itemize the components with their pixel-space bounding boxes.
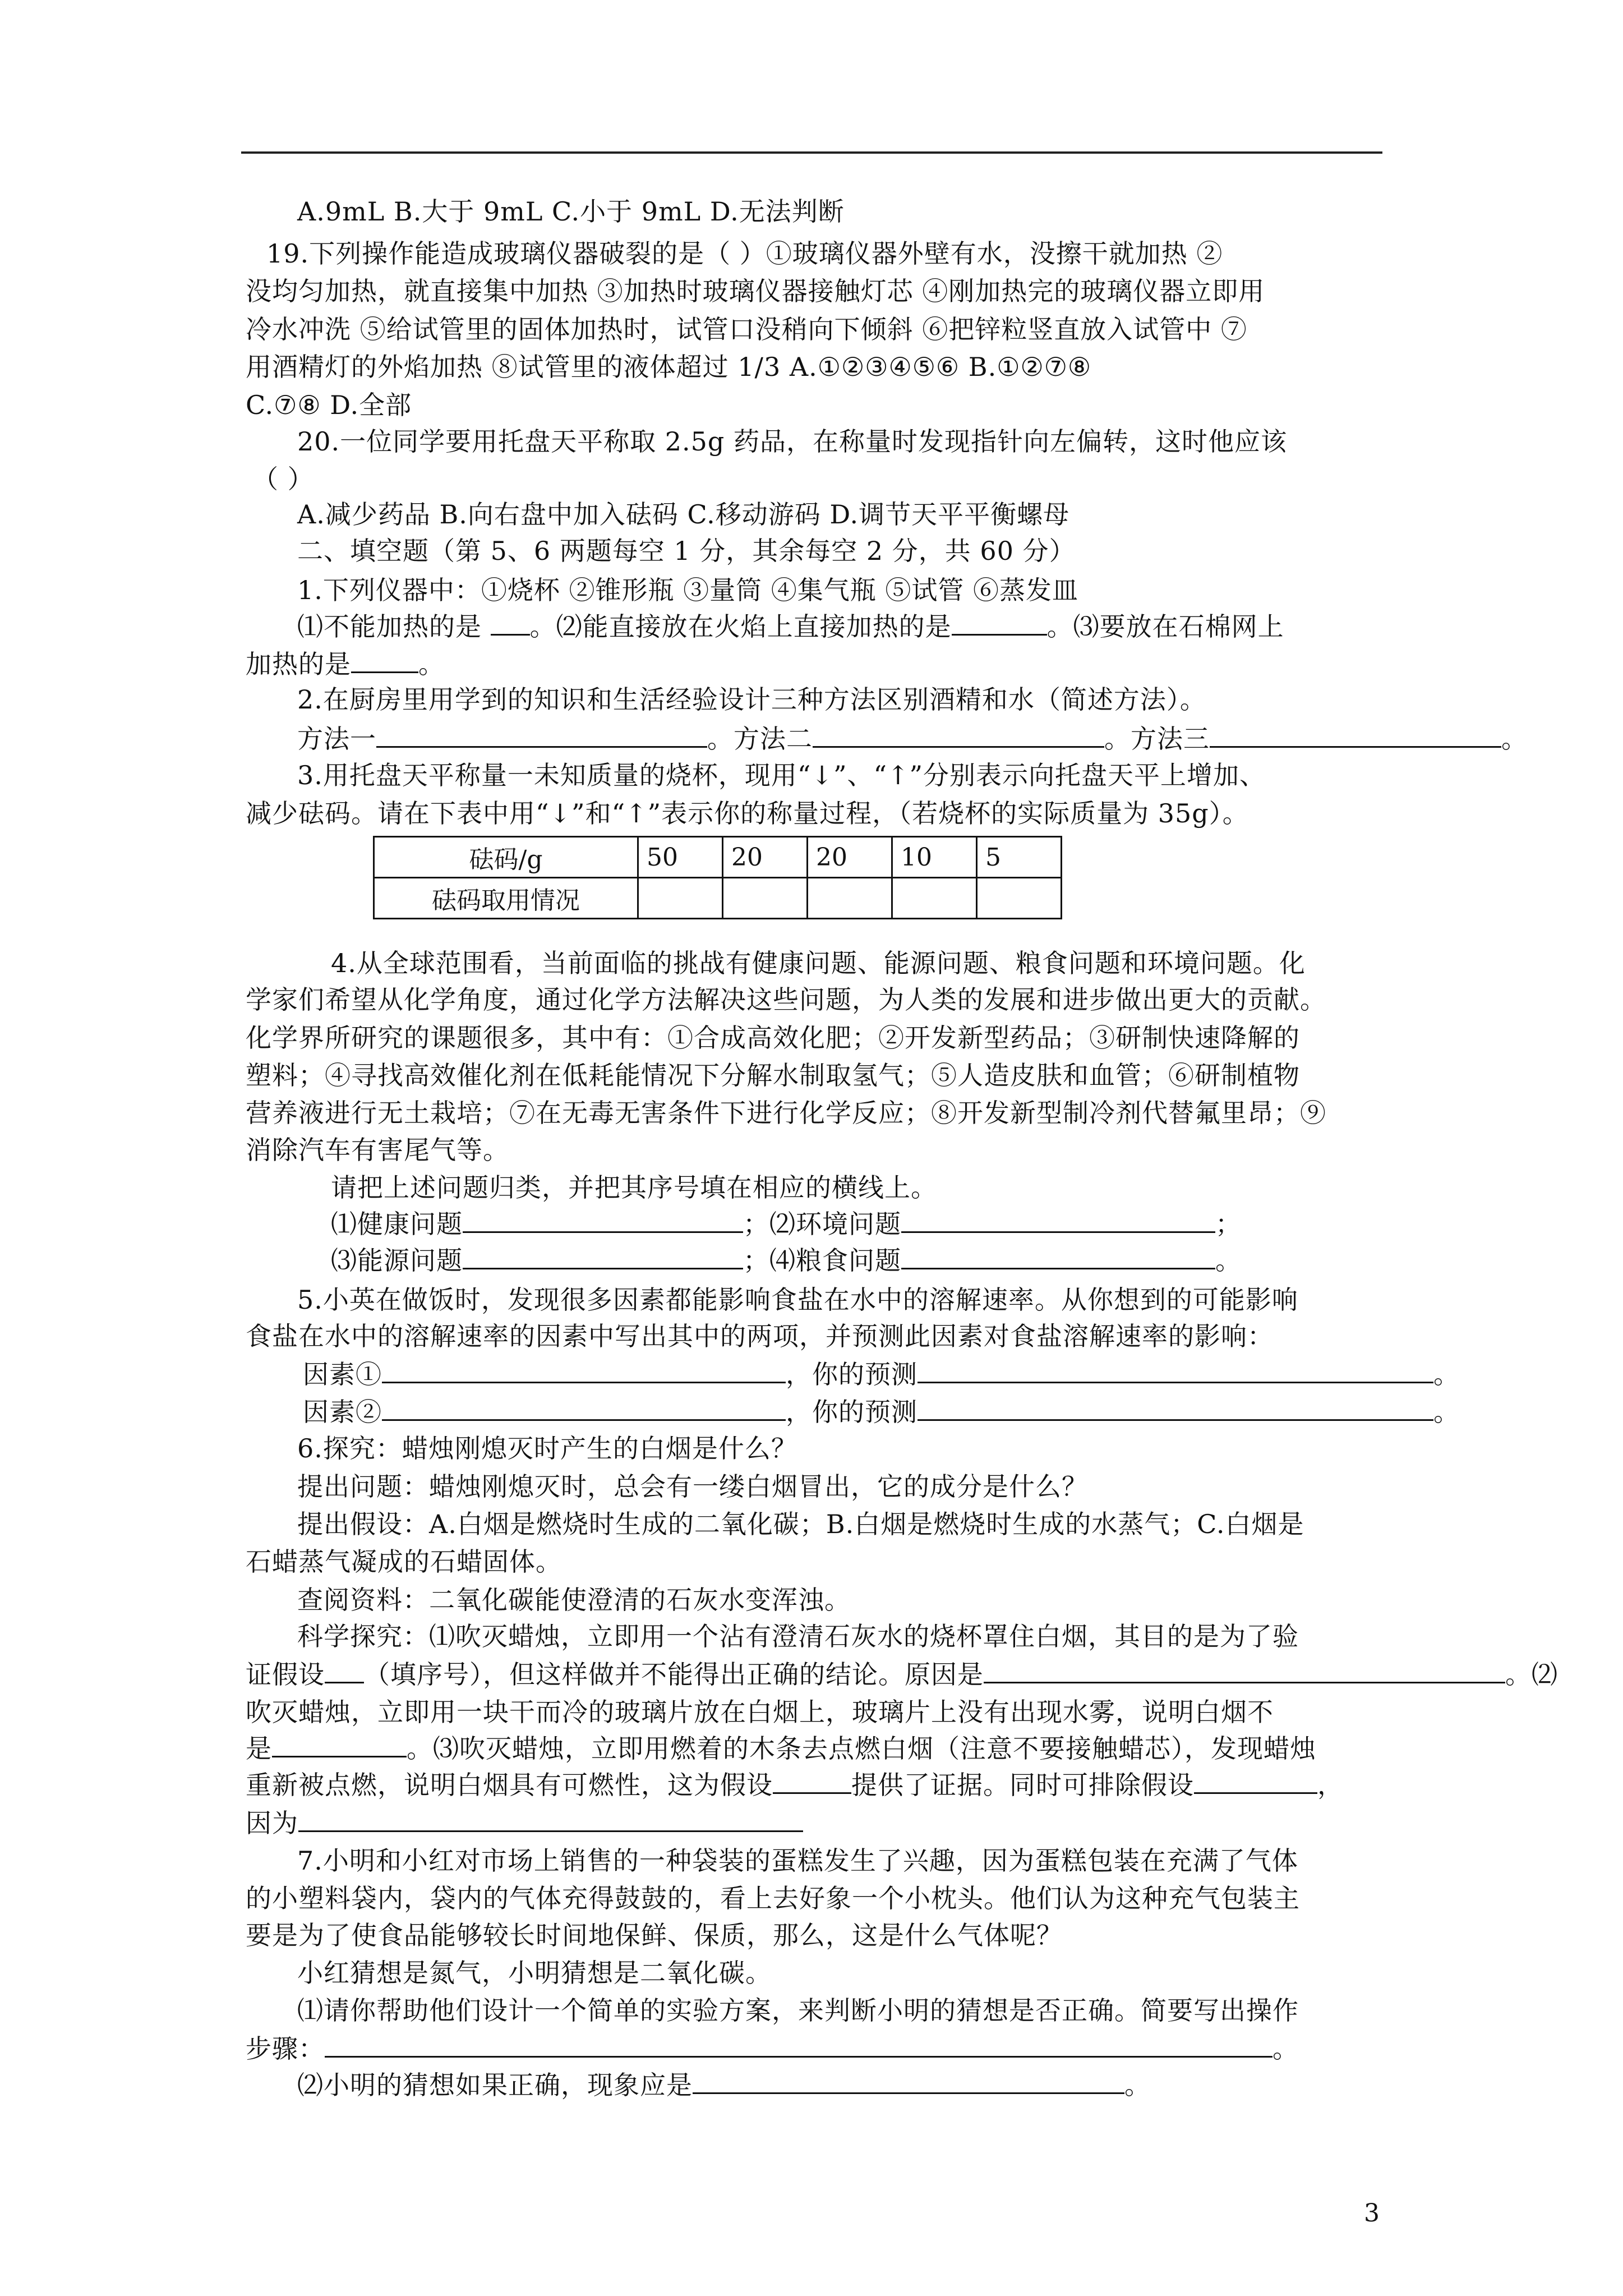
q20-line: （ ） <box>252 464 314 494</box>
fill6-reference: 查阅资料：二氧化碳能使澄清的石灰水变浑浊。 <box>297 1585 851 1615</box>
fill6-step: 重新被点燃，说明白烟具有可燃性，这为假设 提供了证据。同时可排除假设 ， <box>246 1767 1344 1803</box>
answer-cell[interactable] <box>638 878 723 919</box>
fill2-methods: 方法一 。方法二 。方法三 。 <box>297 721 1528 757</box>
answer-cell[interactable] <box>808 878 892 919</box>
answer-blank[interactable] <box>298 1806 803 1832</box>
answer-blank[interactable] <box>325 2031 1272 2058</box>
q19-line: 冷水冲洗 ⑤给试管里的固体加热时，试管口没稍向下倾斜 ⑥把锌粒竖直放入试管中 ⑦ <box>246 314 1247 344</box>
answer-cell[interactable] <box>977 878 1062 919</box>
fill6-step: 证假设 （填序号），但这样做并不能得出正确的结论。原因是 。⑵ <box>246 1657 1558 1692</box>
answer-blank[interactable] <box>376 721 707 748</box>
answer-blank[interactable] <box>917 1357 1433 1383</box>
weight-cell: 10 <box>892 837 977 878</box>
answer-cell[interactable] <box>892 878 977 919</box>
page-number: 3 <box>1364 2199 1380 2228</box>
answer-blank[interactable] <box>1194 1768 1317 1794</box>
answer-blank[interactable] <box>463 1243 743 1269</box>
fill2-stem: 2.在厨房里用学到的知识和生活经验设计三种方法区别酒精和水（简述方法）。 <box>297 684 1206 715</box>
fill6-step: 是 。⑶吹灭蜡烛，立即用燃着的木条去点燃白烟（注意不要接触蜡芯），发现蜡烛 <box>246 1731 1316 1766</box>
fill7-guess: 小红猜想是氮气，小明猜想是二氧化碳。 <box>297 1958 772 1988</box>
fill3-line: 减少砝码。请在下表中用“↓”和“↑”表示你的称量过程，（若烧杯的实际质量为 35g）。 <box>246 798 1249 829</box>
fill6-step: 科学探究：⑴吹灭蜡烛，立即用一个沾有澄清石灰水的烧杯罩住白烟，其目的是为了验 <box>297 1621 1299 1651</box>
fill4-answers: ⑶能源问题 ；⑷粮食问题 。 <box>331 1243 1242 1278</box>
q19-line: C.⑦⑧ D.全部 <box>246 390 412 420</box>
fill4-line: 塑料；④寻找高效催化剂在低耗能情况下分解水制取氢气；⑤人造皮肤和血管；⑥研制植物 <box>246 1060 1300 1091</box>
answer-blank[interactable] <box>491 609 530 636</box>
fill4-line: 消除汽车有害尾气等。 <box>246 1135 509 1165</box>
fill7-part2: ⑵小明的猜想如果正确，现象应是 。 <box>297 2067 1151 2103</box>
fill6-hypothesis: 提出假设：A.白烟是燃烧时生成的二氧化碳；B.白烟是燃烧时生成的水蒸气；C.白烟是 <box>297 1509 1304 1539</box>
fill6-question: 提出问题：蜡烛刚熄灭时，总会有一缕白烟冒出，它的成分是什么？ <box>297 1471 1088 1502</box>
answer-cell[interactable] <box>723 878 808 919</box>
fill7-part1: ⑴请你帮助他们设计一个简单的实验方案，来判断小明的猜想是否正确。简要写出操作 <box>297 1995 1299 2026</box>
answer-blank[interactable] <box>382 1395 786 1421</box>
q19-line: 没均匀加热，就直接集中加热 ③加热时玻璃仪器接触灯芯 ④刚加热完的玻璃仪器立即用 <box>246 276 1265 306</box>
weight-cell: 20 <box>808 837 892 878</box>
weight-table <box>373 836 1062 919</box>
answer-blank[interactable] <box>984 1657 1505 1683</box>
answer-blank[interactable] <box>813 721 1104 748</box>
answer-blank[interactable] <box>463 1207 743 1233</box>
weight-cell: 5 <box>977 837 1062 878</box>
answer-blank[interactable] <box>325 1657 364 1683</box>
answer-blank[interactable] <box>1210 721 1501 748</box>
q20-options: A.减少药品 B.向右盘中加入砝码 C.移动游码 D.调节天平平衡螺母 <box>297 499 1070 530</box>
fill4-line: 化学界所研究的课题很多，其中有：①合成高效化肥；②开发新型药品；③研制快速降解的 <box>246 1023 1300 1053</box>
weight-cell: 20 <box>723 837 808 878</box>
answer-blank[interactable] <box>917 1395 1433 1421</box>
fill4-instruction: 请把上述问题归类，并把其序号填在相应的横线上。 <box>331 1172 937 1203</box>
answer-blank[interactable] <box>901 1243 1215 1269</box>
table-row-label: 砝码取用情况 <box>374 878 638 919</box>
answer-blank[interactable] <box>901 1207 1215 1233</box>
table-header-cell: 砝码/g <box>374 837 638 878</box>
fill5-line: 5.小英在做饭时，发现很多因素都能影响食盐在水中的溶解速率。从你想到的可能影响 <box>297 1285 1298 1315</box>
answer-blank[interactable] <box>272 1731 407 1757</box>
q19-line: 用酒精灯的外焰加热 ⑧试管里的液体超过 1/3 A.①②③④⑤⑥ B.①②⑦⑧ <box>246 352 1092 382</box>
fill1-answers-cont: 加热的是 。 <box>246 646 445 682</box>
fill5-factor: 因素② ，你的预测 。 <box>303 1394 1460 1430</box>
fill4-line: 营养液进行无土栽培；⑦在无毒无害条件下进行化学反应；⑧开发新型制冷剂代替氟里昂；⑨ <box>246 1098 1326 1128</box>
fill7-part1: 步骤： 。 <box>246 2031 1299 2067</box>
answer-blank[interactable] <box>952 609 1047 636</box>
fill6-hypothesis: 石蜡蒸气凝成的石蜡固体。 <box>246 1547 562 1577</box>
answer-blank[interactable] <box>693 2068 1124 2094</box>
fill6-title: 6.探究：蜡烛刚熄灭时产生的白烟是什么？ <box>297 1433 797 1464</box>
fill6-step: 吹灭蜡烛，立即用一块干而冷的玻璃片放在白烟上，玻璃片上没有出现水雾，说明白烟不 <box>246 1697 1274 1727</box>
fill4-answers: ⑴健康问题 ；⑵环境问题 ； <box>331 1206 1242 1242</box>
header-rule <box>241 151 1382 154</box>
fill5-line: 食盐在水中的溶解速率的因素中写出其中的两项，并预测此因素对食盐溶解速率的影响： <box>246 1321 1274 1351</box>
fill4-line: 学家们希望从化学角度，通过化学方法解决这些问题，为人类的发展和进步做出更大的贡献。 <box>246 984 1326 1015</box>
q19-line: 19.下列操作能造成玻璃仪器破裂的是（ ）①玻璃仪器外壁有水，没擦干就加热 ② <box>266 238 1223 269</box>
fill6-step: 因为 <box>246 1805 803 1841</box>
fill4-line: 4.从全球范围看，当前面临的挑战有健康问题、能源问题、粮食问题和环境问题。化 <box>331 948 1306 978</box>
fill5-factor: 因素① ，你的预测 。 <box>303 1356 1460 1392</box>
fill3-line: 3.用托盘天平称量一未知质量的烧杯，现用“↓”、“↑”分别表示向托盘天平上增加、 <box>297 760 1266 790</box>
answer-blank[interactable] <box>351 647 418 673</box>
fill7-line: 要是为了使食品能够较长时间地保鲜、保质，那么，这是什么气体呢？ <box>246 1920 1063 1950</box>
section-title: 二、填空题（第 5、6 两题每空 1 分，其余每空 2 分，共 60 分） <box>297 536 1076 566</box>
q18-options: A.9mL B.大于 9mL C.小于 9mL D.无法判断 <box>297 196 845 227</box>
q20-line: 20.一位同学要用托盘天平称取 2.5g 药品，在称量时发现指针向左偏转，这时他应该 <box>297 426 1288 457</box>
fill7-line: 的小塑料袋内，袋内的气体充得鼓鼓的，看上去好象一个小枕头。他们认为这种充气包装主 <box>246 1883 1300 1913</box>
answer-blank[interactable] <box>773 1768 851 1794</box>
fill1-answers: ⑴不能加热的是 。⑵能直接放在火焰上直接加热的是 。⑶要放在石棉网上 <box>297 609 1284 645</box>
fill7-line: 7.小明和小红对市场上销售的一种袋装的蛋糕发生了兴趣，因为蛋糕包装在充满了气体 <box>297 1846 1298 1876</box>
fill1-stem: 1.下列仪器中：①烧杯 ②锥形瓶 ③量筒 ④集气瓶 ⑤试管 ⑥蒸发皿 <box>297 575 1078 605</box>
weight-cell: 50 <box>638 837 723 878</box>
answer-blank[interactable] <box>382 1357 786 1383</box>
